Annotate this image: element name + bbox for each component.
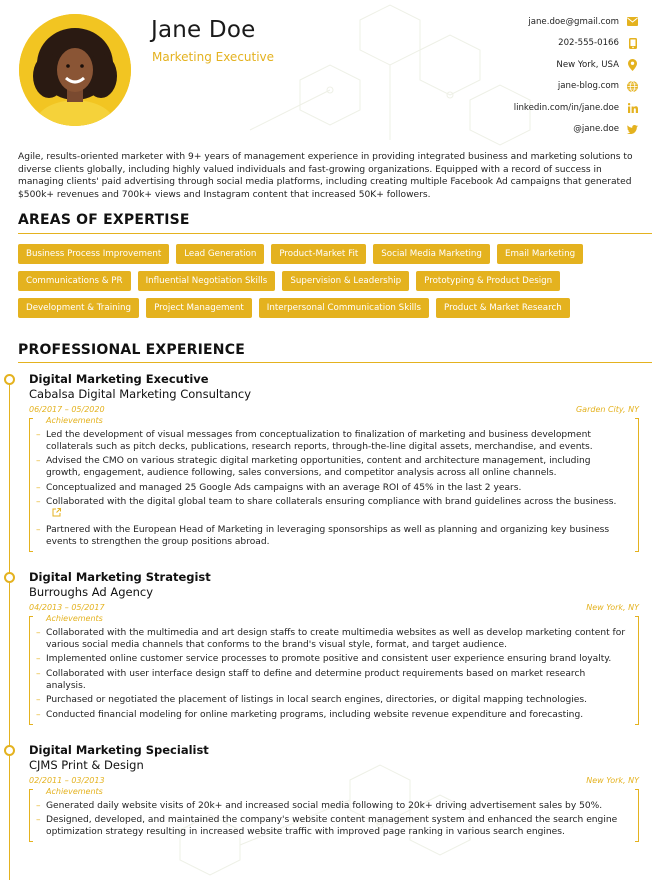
achievements-box bbox=[29, 416, 639, 552]
timeline-dot bbox=[4, 572, 15, 583]
contact-email[interactable]: jane.doe@gmail.com bbox=[378, 11, 638, 33]
achievement-item: – Led the development of visual messages from conceptualization to finalization of marketing and business development collaterals such as pitch decks, publications, research reports, through-the-line digital assets, merchandise, and events. bbox=[36, 429, 627, 453]
job-location: Garden City, NY bbox=[575, 405, 639, 414]
timeline-dot bbox=[4, 374, 15, 385]
job-entry bbox=[29, 372, 639, 552]
phone-icon bbox=[627, 38, 638, 49]
achievement-item: – Purchased or negotiated the placement of listings in local search engines, directories, or digital mapping technologies. bbox=[36, 694, 627, 706]
achievements-label: Achievements bbox=[46, 614, 103, 623]
tag-row bbox=[18, 244, 638, 264]
contact-location: New York, USA bbox=[378, 54, 638, 76]
achievement-item: – Collaborated with the multimedia and art design staffs to create multimedia websites as well as develop marketing content for various social media channels that conforms to the brand's visual style, format, and target audience. bbox=[36, 627, 627, 651]
timeline-line bbox=[9, 380, 10, 880]
achievements-box bbox=[29, 787, 639, 842]
skill-tag: Product & Market Research bbox=[436, 298, 570, 318]
job-location: New York, NY bbox=[586, 776, 639, 785]
achievement-item: – Conceptualized and managed 25 Google Ads campaigns with an average ROI of 45% in the last 2 years. bbox=[36, 482, 627, 494]
skill-tag: Lead Generation bbox=[176, 244, 264, 264]
achievements-box bbox=[29, 614, 639, 725]
achievement-item: – Generated daily website visits of 20k+ and increased social media following to 20k+ driving advertisement sales by 50%. bbox=[36, 800, 627, 812]
job-role: Digital Marketing Strategist bbox=[29, 570, 211, 584]
job-company: Cabalsa Digital Marketing Consultancy bbox=[29, 387, 252, 401]
achievement-item: – Designed, developed, and maintained the company's website content management system and enhanced the search engine optimization strategy resulting in increased website traffic with improved page ranking in various search engines. bbox=[36, 814, 627, 838]
skill-tag: Supervision & Leadership bbox=[282, 271, 409, 291]
job-dates: 04/2013 – 05/2017 bbox=[29, 603, 105, 612]
professional-summary: Agile, results-oriented marketer with 9+ years of management experience in providing integrated business and marketing solutions to diverse clients globally, including highly valued individuals and fast-growing organizations. Equipped with a record of success in managing clients' paid advertising through social media platforms, including creating multiple Facebook Ad campaigns that generated $500k+ revenues and 700k+ views and Instagram content that increased 50K+ followers. bbox=[18, 152, 633, 201]
contact-twitter[interactable]: @jane.doe bbox=[378, 119, 638, 141]
candidate-title: Marketing Executive bbox=[152, 50, 275, 64]
avatar bbox=[19, 14, 131, 126]
envelope-icon bbox=[627, 16, 638, 27]
job-company: CJMS Print & Design bbox=[29, 758, 144, 772]
job-meta bbox=[29, 776, 639, 785]
job-entry bbox=[29, 743, 639, 842]
candidate-name: Jane Doe bbox=[151, 17, 256, 43]
expertise-divider bbox=[18, 233, 652, 234]
achievement-item: – Collaborated with the digital global team to share collaterals ensuring compliance with brand guidelines across the business. bbox=[36, 496, 627, 521]
job-meta bbox=[29, 603, 639, 612]
job-role: Digital Marketing Specialist bbox=[29, 743, 209, 757]
skill-tag: Development & Training bbox=[18, 298, 139, 318]
skill-tag: Product-Market Fit bbox=[271, 244, 366, 264]
expertise-tags bbox=[18, 244, 638, 325]
tag-row bbox=[18, 298, 638, 318]
achievement-item: – Collaborated with user interface design staff to define and determine product requirements based on market research analysis. bbox=[36, 668, 627, 692]
skill-tag: Email Marketing bbox=[497, 244, 583, 264]
job-company: Burroughs Ad Agency bbox=[29, 585, 154, 599]
external-link-icon[interactable] bbox=[52, 508, 61, 521]
experience-heading: PROFESSIONAL EXPERIENCE bbox=[18, 342, 245, 358]
globe-icon bbox=[627, 81, 638, 92]
job-meta bbox=[29, 405, 639, 414]
skill-tag: Project Management bbox=[146, 298, 252, 318]
linkedin-icon bbox=[627, 102, 638, 113]
achievement-item: – Conducted financial modeling for online marketing programs, including website revenue expenditure and forecasting. bbox=[36, 709, 627, 721]
skill-tag: Communications & PR bbox=[18, 271, 131, 291]
skill-tag: Influential Negotiation Skills bbox=[138, 271, 276, 291]
skill-tag: Prototyping & Product Design bbox=[416, 271, 560, 291]
twitter-icon bbox=[627, 124, 638, 135]
skill-tag: Interpersonal Communication Skills bbox=[259, 298, 429, 318]
contact-website[interactable]: jane-blog.com bbox=[378, 76, 638, 98]
job-dates: 06/2017 – 05/2020 bbox=[29, 405, 105, 414]
contact-linkedin[interactable]: linkedin.com/in/jane.doe bbox=[378, 97, 638, 119]
expertise-heading: AREAS OF EXPERTISE bbox=[18, 212, 190, 228]
contact-list bbox=[378, 11, 638, 140]
experience-divider bbox=[18, 362, 652, 363]
contact-phone[interactable]: 202-555-0166 bbox=[378, 33, 638, 55]
achievement-item: – Advised the CMO on various strategic digital marketing opportunities, content and architecture management, including growth, engagement, audience following, sales conversions, and competitor analysis across all online channels. bbox=[36, 455, 627, 479]
achievements-label: Achievements bbox=[46, 416, 103, 425]
job-location: New York, NY bbox=[586, 603, 639, 612]
skill-tag: Social Media Marketing bbox=[373, 244, 490, 264]
job-entry bbox=[29, 570, 639, 725]
skill-tag: Business Process Improvement bbox=[18, 244, 169, 264]
achievement-item: – Implemented online customer service processes to promote positive and consistent user experience ensuring brand loyalty. bbox=[36, 653, 627, 665]
job-role: Digital Marketing Executive bbox=[29, 372, 209, 386]
timeline-dot bbox=[4, 745, 15, 756]
location-pin-icon bbox=[627, 59, 638, 70]
achievement-item: – Partnered with the European Head of Marketing in leveraging sponsorships as well as planning and organizing key business events to strengthen the group positions abroad. bbox=[36, 524, 627, 548]
job-dates: 02/2011 – 03/2013 bbox=[29, 776, 105, 785]
tag-row bbox=[18, 271, 638, 291]
achievements-label: Achievements bbox=[46, 787, 103, 796]
